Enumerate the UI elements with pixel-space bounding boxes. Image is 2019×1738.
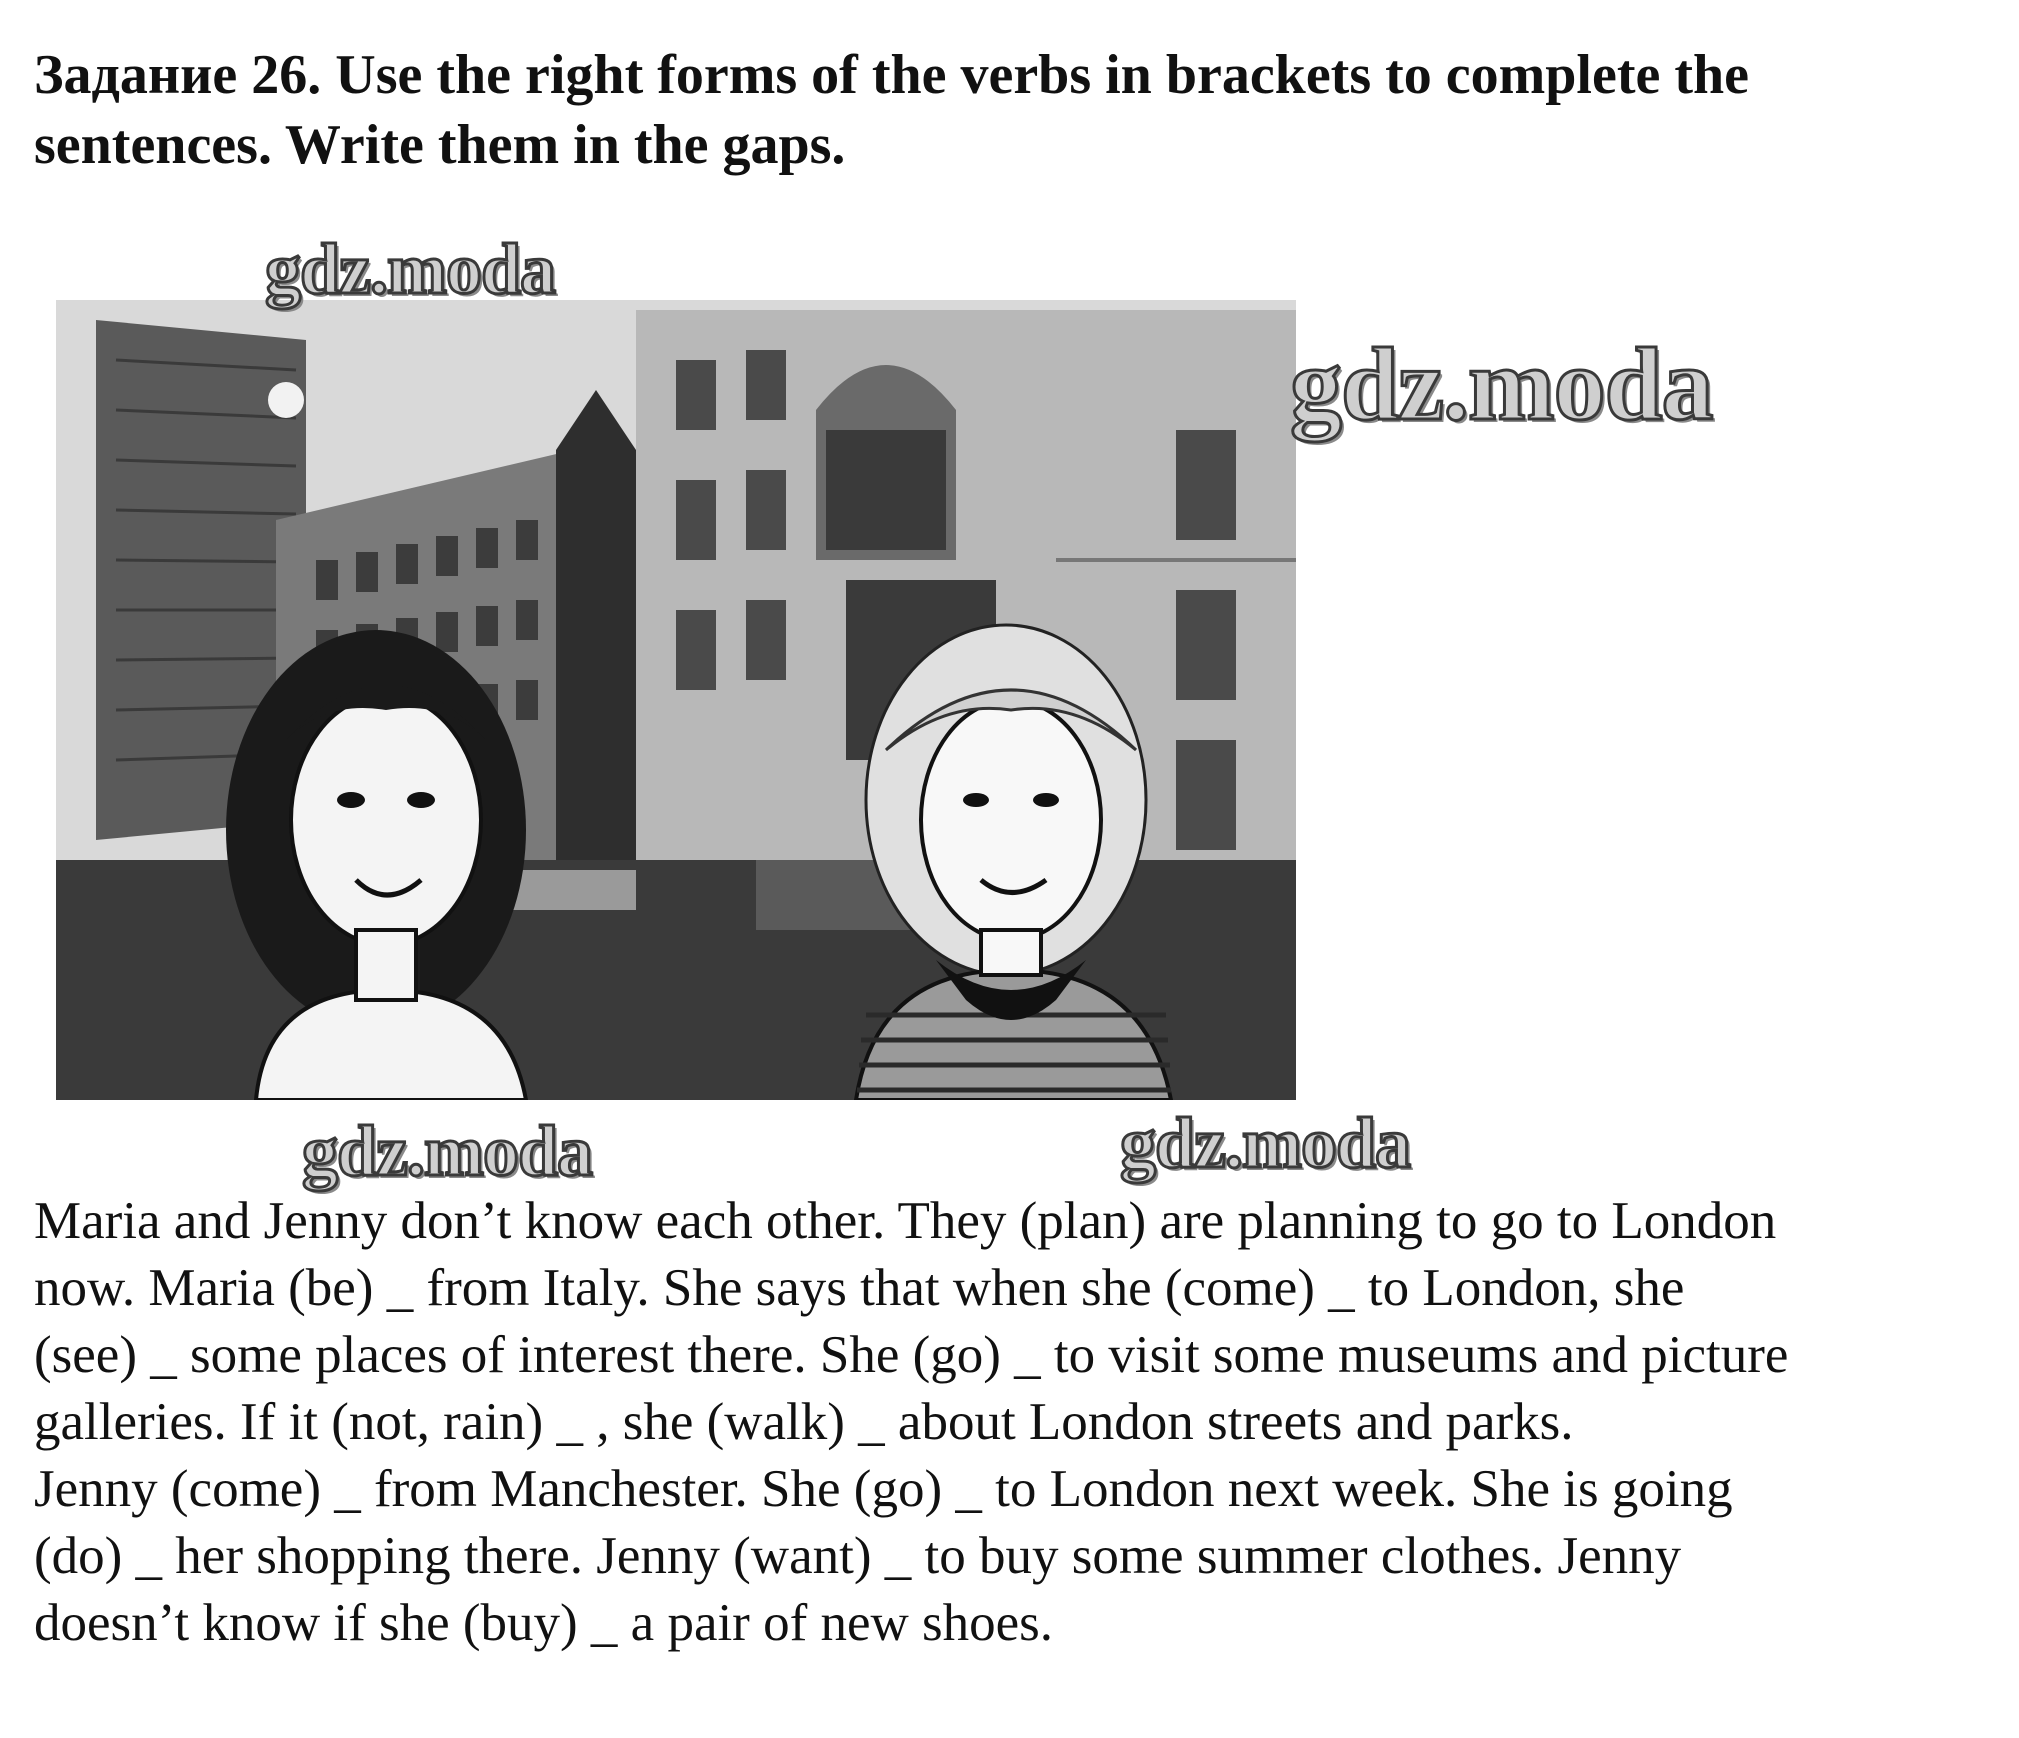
exercise-line: now. Maria (be) _ from Italy. She says that when she (come) _ to London, she [34, 1259, 1685, 1317]
watermark: gdz.moda [1120, 1103, 1411, 1183]
task-heading [34, 40, 1954, 180]
exercise-line: doesn’t know if she (buy) _ a pair of new shoes. [34, 1594, 1054, 1652]
london-street-illustration [56, 300, 1296, 1100]
exercise-line: (see) _ some places of interest there. She (go) _ to visit some museums and picture [34, 1326, 1789, 1384]
watermark: gdz.moda [1290, 327, 1713, 442]
exercise-line: Jenny (come) _ from Manchester. She (go) _ to London next week. She is going [34, 1460, 1733, 1518]
exercise-text [34, 1188, 2009, 1657]
task-heading-line-2: sentences. Write them in the gaps. [34, 114, 846, 176]
exercise-line: (do) _ her shopping there. Jenny (want) _ to buy some summer clothes. Jenny [34, 1527, 1682, 1585]
task-heading-line-1: Задание 26. Use the right forms of the verbs in brackets to complete the [34, 44, 1749, 106]
illustration-drawing [56, 300, 1296, 1100]
watermark: gdz.moda [302, 1111, 593, 1191]
exercise-line: galleries. If it (not, rain) _ , she (walk) _ about London streets and parks. [34, 1393, 1574, 1451]
watermark: gdz.moda [265, 229, 556, 309]
exercise-line: Maria and Jenny don’t know each other. They (plan) are planning to go to London [34, 1192, 1777, 1250]
